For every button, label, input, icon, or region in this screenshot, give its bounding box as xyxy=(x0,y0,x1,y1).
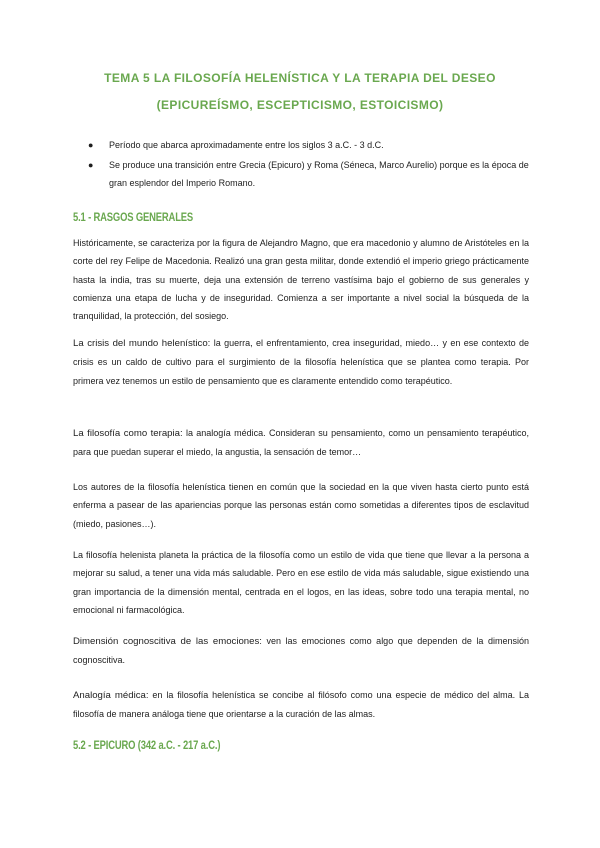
section-heading-epicuro: 5.2 - EPICURO (342 a.C. - 217 a.C.) xyxy=(73,740,221,752)
document-title-line-2: (EPICUREÍSMO, ESCEPTICISMO, ESTOICISMO) xyxy=(156,98,444,112)
paragraph-terapia xyxy=(73,424,529,462)
bullet-dot-icon: ● xyxy=(88,160,94,170)
paragraph-body: ven las emociones como algo que dependen de la dimensión cognoscitiva. xyxy=(73,636,529,666)
document-title-line-1: TEMA 5 LA FILOSOFÍA HELENÍSTICA Y LA TERAPIA DEL DESEO xyxy=(104,71,496,85)
paragraph-analogia-medica xyxy=(73,686,529,724)
bullet-dot-icon: ● xyxy=(88,140,94,150)
list-item xyxy=(73,156,533,192)
paragraph-lead: Dimensión cognoscitiva de las emociones: xyxy=(73,636,262,647)
paragraph-crisis xyxy=(73,334,529,390)
paragraph-lead: La filosofía como terapia: xyxy=(73,428,183,439)
paragraph-estilo-de-vida: La filosofía helenista planeta la práctica de la filosofía como un estilo de vida que tiene que llevar a la persona a mejorar su salud, a tener una vida más saludable. Pero en ese estilo de vida más saludable, sigue existiendo una gran importancia de la dimensión mental, centrada en el logos, en las ideas, sobre todo una terapia mental, no emocional ni farmacológica. xyxy=(73,550,529,615)
list-item xyxy=(73,136,533,154)
section-heading-rasgos-generales: 5.1 - RASGOS GENERALES xyxy=(73,212,194,224)
bullet-text: Se produce una transición entre Grecia (Epicuro) y Roma (Séneca, Marco Aurelio) porque es la época de gran esplendor del Imperio Romano. xyxy=(109,160,529,188)
paragraph-body: en la filosofía helenística se concibe al filósofo como una especie de médico del alma. La filosofía de manera análoga tiene que orientarse a la curación de las almas. xyxy=(73,690,529,720)
bullet-text: Período que abarca aproximadamente entre los siglos 3 a.C. - 3 d.C. xyxy=(109,140,384,150)
paragraph-lead: Analogía médica: xyxy=(73,690,149,701)
paragraph-body: la analogía médica. Consideran su pensamiento, como un pensamiento terapéutico, para que puedan superar el miedo, la angustia, la sensación de temor… xyxy=(73,428,529,458)
paragraph-autores: Los autores de la filosofía helenística tienen en común que la sociedad en la que viven hasta cierto punto está enferma a pasear de las apariencias porque las personas están como sometidas a diferentes tipos de esclavitud (miedo, pasiones…). xyxy=(73,482,529,529)
intro-bullet-list xyxy=(73,136,533,194)
paragraph-body: la guerra, el enfrentamiento, crea inseguridad, miedo… y en ese contexto de crisis es un caldo de cultivo para el surgimiento de la filosofía helenística que se plantea como terapia. Por primera vez tenemos un estilo de pensamiento que es claramente entendido como terapéutico. xyxy=(73,338,529,386)
paragraph-lead: La crisis del mundo helenístico: xyxy=(73,338,211,349)
paragraph-dimension-cognoscitiva xyxy=(73,632,529,670)
paragraph-historia: Históricamente, se caracteriza por la figura de Alejandro Magno, que era macedonio y alumno de Aristóteles en la corte del rey Felipe de Macedonia. Realizó una gran gesta militar, donde extendió el imperio griego prácticamente hasta la india, tras su muerte, deja una extensión de terreno vastísima bajo el gobierno de sus generales y comienza una etapa de lucha y de inseguridad. Comienza a ser importante a nivel social la búsqueda de la tranquilidad, la protección, del sosiego. xyxy=(73,238,529,322)
